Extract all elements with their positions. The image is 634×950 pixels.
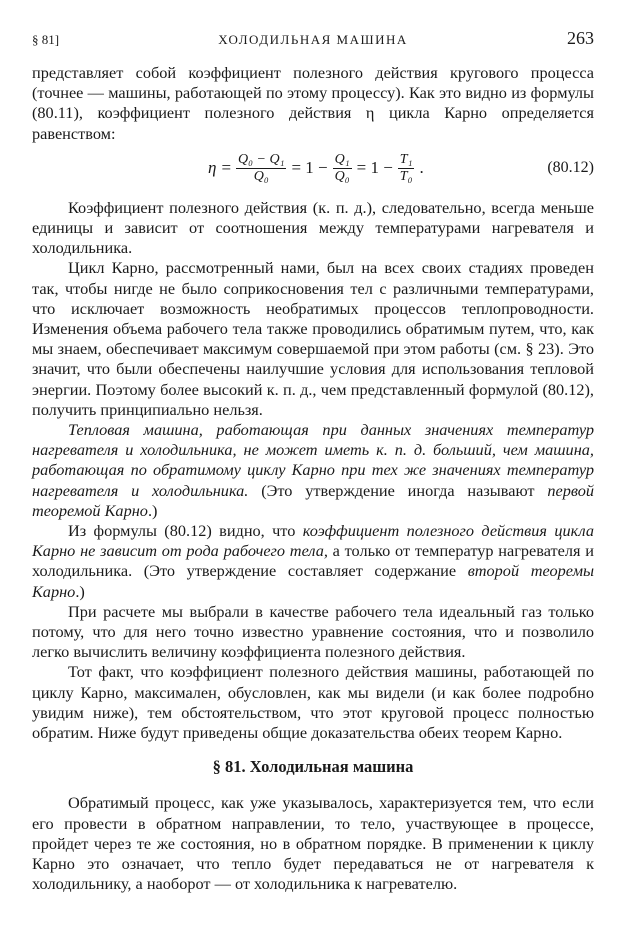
second-theorem-statement: коэффициент полезного действия цикла Карно не зависит от рода рабочего тела, <box>32 521 594 561</box>
paragraph-second-theorem <box>32 521 594 602</box>
page-number: 263 <box>567 28 594 48</box>
paragraph-refrigerator-intro: Обратимый процесс, как уже указывалось, характеризуется тем, что если его провести в обратном направлении, то тело, участвующее в процессе, пройдет через те же состояния, но в обратном порядке. В применении к циклу Карно это означает, что тепло будет передаваться не от нагревателя к холодильнику, а наоборот — от холодильника к нагревателю. <box>32 793 594 894</box>
formula-one-minus-b: = 1 − <box>356 158 393 178</box>
first-theorem-name: первой теоремой Карно <box>32 480 594 520</box>
fraction-3-numerator: T₁ <box>399 151 413 167</box>
formula-fraction-1 <box>236 152 286 185</box>
fraction-2-denominator: Q₀ <box>334 168 350 184</box>
formula-fraction-2 <box>333 152 352 185</box>
formula-equals: = <box>221 158 232 178</box>
fraction-3-denominator: T₀ <box>399 168 413 184</box>
fraction-1-numerator: Q₀ − Q₁ <box>238 151 285 167</box>
second-theorem-name: второй теоремы Карно <box>32 561 594 601</box>
second-theorem-lead: Из формулы (80.12) видно, что <box>68 521 303 541</box>
formula-number: (80.12) <box>547 158 594 176</box>
page-body <box>32 63 594 894</box>
formula-fraction-3 <box>398 152 415 185</box>
paragraph-efficiency-intro: представляет собой коэффициент полезного действия кругового процесса (точнее — машины, работающей по этому процессу). Как это видно из формулы (80.11), коэффициент полезного действия η цикла Карно определяется равенством: <box>32 63 594 143</box>
section-reference: § 81] <box>32 32 60 47</box>
paragraph-efficiency-less-than-one: Коэффициент полезного действия (к. п. д.), следовательно, всегда меньше единицы и зависит от соотношения между температурами нагревателя и холодильника. <box>32 197 594 258</box>
first-theorem-note: (Это утверждение иногда называют <box>248 480 548 500</box>
formula-one-minus-a: = 1 − <box>291 158 328 178</box>
formula-expression <box>208 152 424 185</box>
first-theorem-end: .) <box>147 500 158 520</box>
formula-80-12 <box>32 144 594 198</box>
section-heading: § 81. Холодильная машина <box>212 757 414 777</box>
fraction-2-numerator: Q₁ <box>334 151 350 167</box>
formula-eta: η <box>208 158 217 178</box>
formula-period: . <box>419 158 424 178</box>
second-theorem-end: .) <box>75 581 85 601</box>
running-title: ХОЛОДИЛЬНАЯ МАШИНА <box>218 32 408 47</box>
paragraph-first-theorem <box>32 420 594 521</box>
page-header <box>32 30 594 52</box>
fraction-1-denominator: Q₀ <box>253 168 269 184</box>
paragraph-carnot-cycle: Цикл Карно, рассмотренный нами, был на всех своих стадиях проведен так, чтобы нигде не было соприкосновения тел с различными температурами, что исключает возможность необратимых процессов теплопроводности. Изменения объема рабочего тела также проводились обратимым путем, что, как мы знаем, обеспечивает максимум совершаемой при этом работы (см. § 23). Это значит, что были обеспечены наилучшие условия для использования тепловой энергии. Поэтому более высокий к. п. д., чем представленный формулой (80.12), получить принципиально нельзя. <box>32 258 594 419</box>
first-theorem-statement: Тепловая машина, работающая при данных значениях температур нагревателя и холодильника, не может иметь к. п. д. больший, чем машина, работающая по обратимому циклу Карно при тех же значениях температур нагревателя и холодильника. <box>32 420 594 500</box>
paragraph-reversibility: Тот факт, что коэффициент полезного действия машины, работающей по циклу Карно, максимален, обусловлен, как мы видели (и как более подробно увидим ниже), тем обстоятельством, что этот круговой процесс полностью обратим. Ниже будут приведены общие доказательства обеих теорем Карно. <box>32 662 594 743</box>
second-theorem-note: а только от температур нагревателя и холодильника. (Это утверждение составляет содержание <box>32 541 594 581</box>
paragraph-ideal-gas: При расчете мы выбрали в качестве рабочего тела идеальный газ только потому, что для него точно известно уравнение состояния, что и позволило легко вычислить величину коэффициента полезного действия. <box>32 601 594 662</box>
